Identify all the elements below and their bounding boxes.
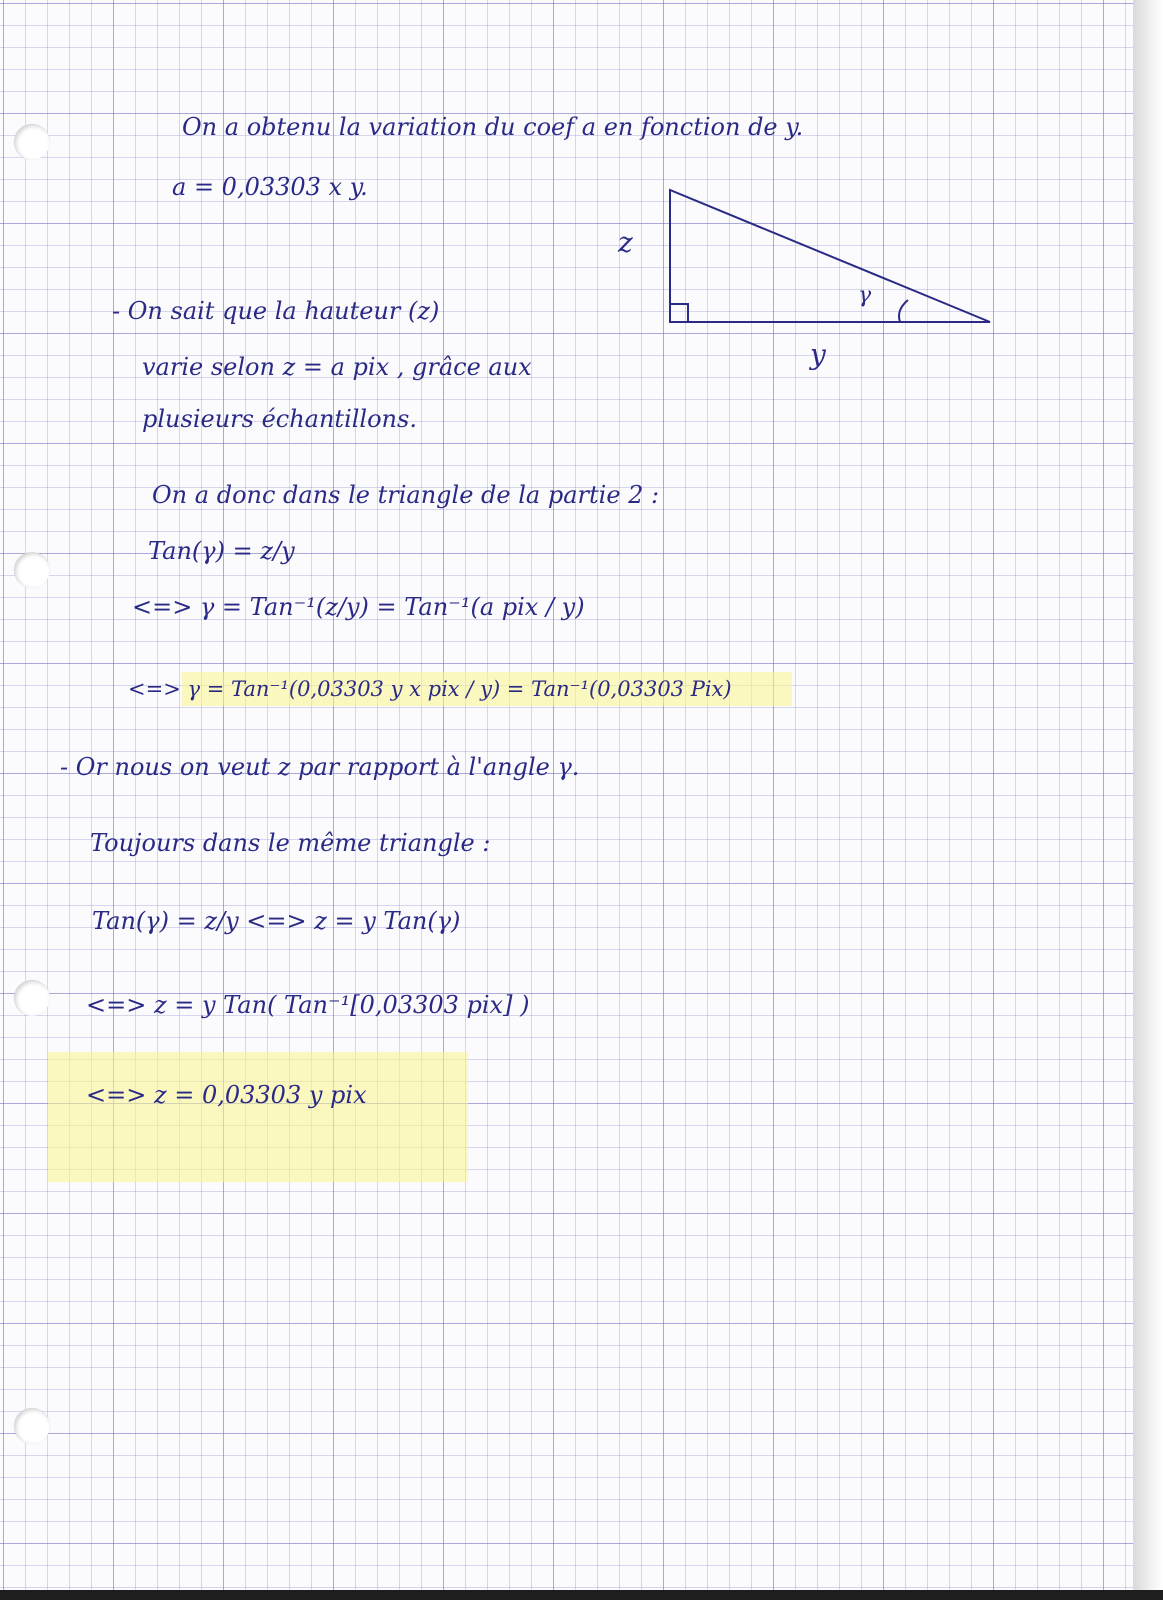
note-line-13: <=> z = y Tan( Tan⁻¹[0,03303 pix] ) [86,991,530,1019]
diagram-label-y: y [810,338,826,371]
note-line-5: plusieurs échantillons. [142,405,417,433]
diagram-label-angle: γ [858,283,872,308]
right-triangle-diagram [650,180,1010,340]
note-line-7: Tan(γ) = z/y [148,537,295,565]
highlight-final-result [48,1052,468,1182]
scan-edge-right [1133,0,1163,1600]
punch-hole [14,1408,50,1444]
note-line-12: Tan(γ) = z/y <=> z = y Tan(γ) [92,907,461,935]
note-line-2: a = 0,03303 x y. [172,173,368,201]
note-line-10: - Or nous on veut z par rapport à l'angle γ. [60,753,580,781]
punch-hole [14,552,50,588]
note-line-4: varie selon z = a pix , grâce aux [142,353,532,381]
punch-hole [14,124,50,160]
punch-hole [14,980,50,1016]
diagram-label-z: z [618,226,633,259]
note-line-8: <=> γ = Tan⁻¹(z/y) = Tan⁻¹(a pix / y) [132,593,585,621]
note-line-3: - On sait que la hauteur (z) [112,297,440,325]
note-line-6: On a donc dans le triangle de la partie 2 : [152,481,660,509]
note-line-1: On a obtenu la variation du coef a en fonction de y. [182,113,804,141]
note-line-14: <=> z = 0,03303 y pix [86,1081,367,1109]
note-line-9: <=> γ = Tan⁻¹(0,03303 y x pix / y) = Tan⁻¹(0,03303 Pix) [128,677,732,701]
note-line-11: Toujours dans le même triangle : [90,829,491,857]
scan-edge-bottom [0,1590,1163,1600]
